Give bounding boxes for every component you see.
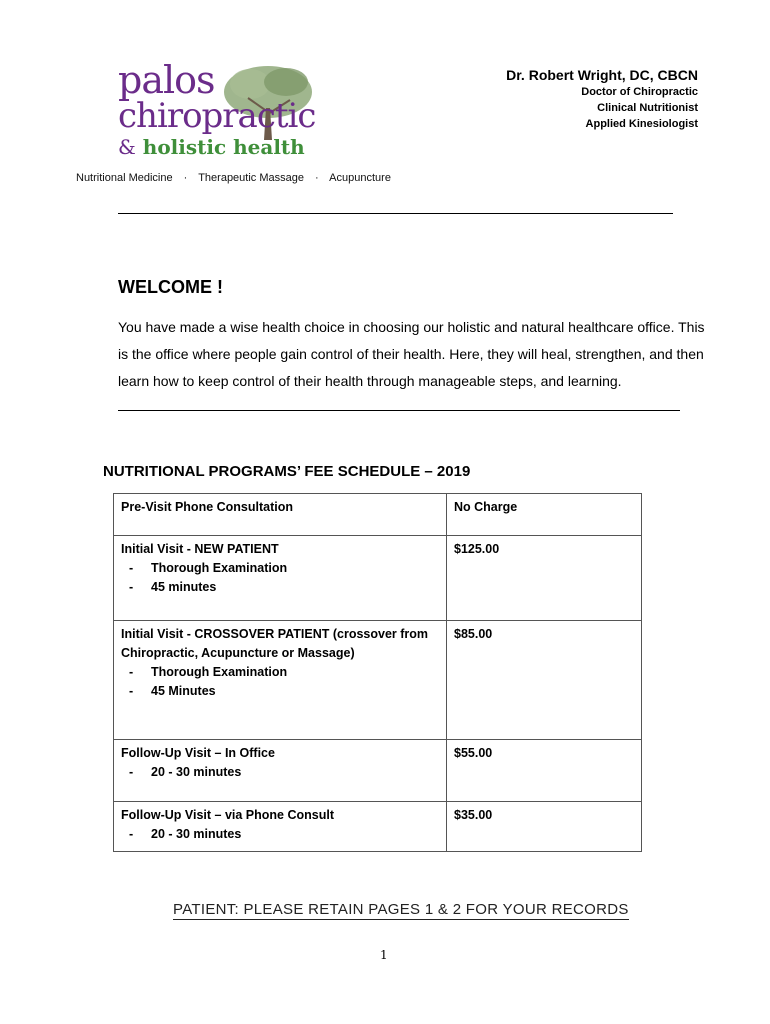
service-detail-item: - 20 - 30 minutes: [127, 825, 439, 844]
doctor-credential: Applied Kinesiologist: [585, 118, 698, 130]
service-cell: [114, 740, 447, 802]
logo-holistic-health-text: holistic health: [142, 135, 305, 159]
logo-word-palos: palos: [118, 58, 215, 102]
table-row: [114, 802, 642, 852]
fee-schedule-title: NUTRITIONAL PROGRAMS’ FEE SCHEDULE – 2019: [103, 463, 471, 480]
welcome-paragraph: You have made a wise health choice in choosing our holistic and natural healthcare office. This is the office where people gain control of their health. Here, they will heal, strengthen, and then learn how to keep control of their health through manageable steps, and learning.: [118, 319, 705, 389]
service-title: Initial Visit - CROSSOVER PATIENT (crossover from Chiropractic, Acupuncture or Massage): [121, 627, 429, 660]
services-line: [76, 172, 391, 184]
service-title: Initial Visit - NEW PATIENT: [121, 542, 279, 556]
price-cell: $55.00: [447, 740, 642, 802]
fee-schedule-table: [113, 493, 642, 852]
price-cell: No Charge: [447, 494, 642, 536]
table-row: [114, 494, 642, 536]
logo-word-chiropractic: chiropractic: [118, 96, 316, 136]
service-item: Acupuncture: [329, 172, 391, 184]
section-divider: [118, 410, 680, 411]
price-cell: $85.00: [447, 621, 642, 740]
welcome-heading: WELCOME !: [118, 277, 223, 297]
service-separator: ·: [183, 172, 188, 184]
logo-word-holistic-health: [118, 136, 305, 158]
table-row: [114, 536, 642, 621]
service-title: Pre-Visit Phone Consultation: [121, 500, 294, 514]
table-row: [114, 740, 642, 802]
logo-ampersand: &: [118, 135, 136, 159]
service-details: [121, 825, 439, 844]
service-cell: [114, 802, 447, 852]
service-title: Follow-Up Visit – In Office: [121, 746, 275, 760]
service-separator: ·: [315, 172, 319, 184]
service-details: [121, 663, 439, 701]
retain-records-notice: PATIENT: PLEASE RETAIN PAGES 1 & 2 FOR YOUR RECORDS: [173, 901, 629, 918]
service-cell: [114, 494, 447, 536]
service-details: [121, 763, 439, 782]
service-item: Nutritional Medicine: [76, 172, 173, 184]
header-divider: [118, 213, 673, 214]
logo: [118, 60, 338, 165]
service-cell: [114, 536, 447, 621]
service-detail-item: - Thorough Examination: [127, 663, 439, 682]
table-row: [114, 621, 642, 740]
price-cell: $125.00: [447, 536, 642, 621]
service-cell: [114, 621, 447, 740]
price-cell: $35.00: [447, 802, 642, 852]
doctor-credential: Doctor of Chiropractic: [581, 86, 698, 98]
service-detail-item: - 20 - 30 minutes: [127, 763, 439, 782]
service-details: [121, 559, 439, 597]
service-detail-item: - 45 Minutes: [127, 682, 439, 701]
service-title: Follow-Up Visit – via Phone Consult: [121, 808, 334, 822]
service-item: Therapeutic Massage: [198, 172, 304, 184]
doctor-info: [506, 66, 698, 132]
service-detail-item: - Thorough Examination: [127, 559, 439, 578]
service-detail-item: - 45 minutes: [127, 578, 439, 597]
page-number: 1: [380, 948, 388, 962]
doctor-credential: Clinical Nutritionist: [597, 102, 698, 114]
doctor-name: Dr. Robert Wright, DC, CBCN: [506, 67, 698, 83]
